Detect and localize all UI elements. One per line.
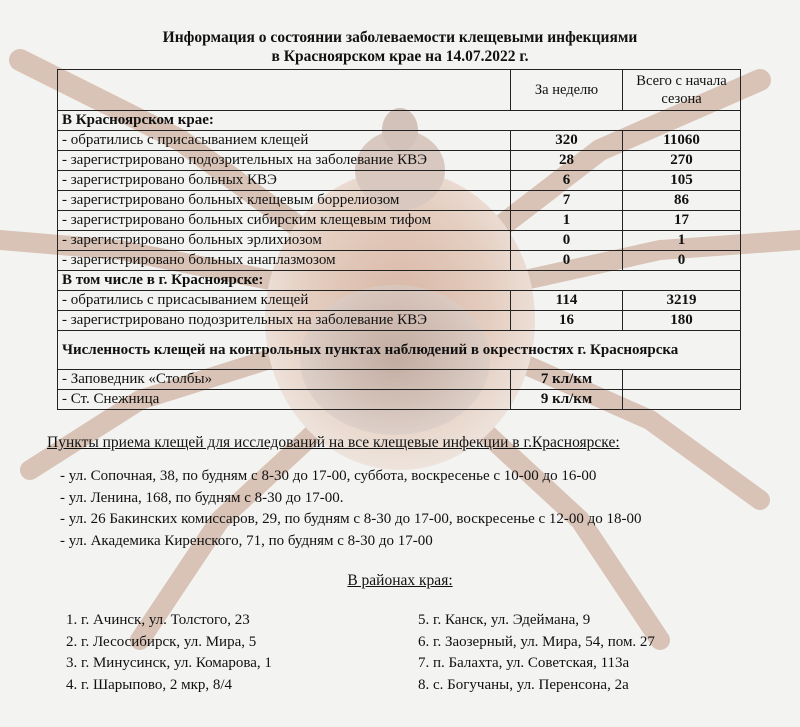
row-week-value: 9 кл/км: [511, 390, 623, 410]
list-item: 2. г. Лесосибирск, ул. Мира, 5: [66, 633, 257, 650]
table-row: [58, 211, 741, 231]
table-header-row: [58, 70, 741, 111]
section-row-region: [58, 111, 741, 131]
collection-points-list: [60, 466, 642, 552]
row-label: - зарегистрировано больных эрлихиозом: [58, 231, 511, 251]
table-row: [58, 171, 741, 191]
section-heading-city: В том числе в г. Красноярске:: [58, 271, 741, 291]
list-item: - ул. Ленина, 168, по будням с 8-30 до 17-00.: [60, 489, 344, 506]
row-season-value: 270: [623, 151, 741, 171]
row-season-value: 180: [623, 311, 741, 331]
regions-list-right: [418, 610, 655, 696]
row-label: - зарегистрировано больных анаплазмозом: [58, 251, 511, 271]
row-week-value: 0: [511, 231, 623, 251]
row-season-value: 1: [623, 231, 741, 251]
row-week-value: 6: [511, 171, 623, 191]
table-row: [58, 251, 741, 271]
row-label: - обратились с присасыванием клещей: [58, 131, 511, 151]
table-row: [58, 291, 741, 311]
list-item: 6. г. Заозерный, ул. Мира, 54, пом. 27: [418, 633, 655, 650]
row-label: - зарегистрировано подозрительных на заболевание КВЭ: [58, 151, 511, 171]
regions-heading: В районах края:: [347, 572, 453, 589]
table-row: [58, 191, 741, 211]
header-empty-cell: [58, 70, 511, 111]
row-season-value: 17: [623, 211, 741, 231]
row-label: - Заповедник «Столбы»: [58, 370, 511, 390]
row-week-value: 114: [511, 291, 623, 311]
list-item: 5. г. Канск, ул. Эдеймана, 9: [418, 612, 591, 628]
row-week-value: 7 кл/км: [511, 370, 623, 390]
table-row: [58, 390, 741, 410]
list-item: 4. г. Шарыпово, 2 мкр, 8/4: [66, 676, 233, 693]
row-season-value: [623, 390, 741, 410]
table-row: [58, 231, 741, 251]
section-row-city: [58, 271, 741, 291]
section-row-ticks: [58, 331, 741, 370]
regions-list-left: [66, 610, 272, 696]
row-season-value: 0: [623, 251, 741, 271]
list-item: 7. п. Балахта, ул. Советская, 113а: [418, 655, 630, 671]
row-label: - зарегистрировано больных клещевым боррелиозом: [58, 191, 511, 211]
row-label: - Ст. Снежница: [58, 390, 511, 410]
table-row: [58, 311, 741, 331]
row-season-value: [623, 370, 741, 390]
row-season-value: 86: [623, 191, 741, 211]
list-item: - ул. Сопочная, 38, по будням с 8-30 до 17-00, суббота, воскресенье с 10-00 до 16-00: [60, 468, 597, 484]
row-label: - обратились с присасыванием клещей: [58, 291, 511, 311]
row-label: - зарегистрировано больных КВЭ: [58, 171, 511, 191]
list-item: 3. г. Минусинск, ул. Комарова, 1: [66, 655, 272, 671]
list-item: - ул. 26 Бакинских комиссаров, 29, по будням с 8-30 до 17-00, воскресенье с 12-00 до 18-00: [60, 511, 642, 527]
row-week-value: 0: [511, 251, 623, 271]
section-heading-ticks: Численность клещей на контрольных пунктах наблюдений в окрестностях г. Красноярска: [58, 331, 741, 370]
header-season: Всего с начала сезона: [623, 70, 741, 111]
infection-statistics-table: [57, 69, 741, 410]
table-row: [58, 151, 741, 171]
table-row: [58, 370, 741, 390]
row-week-value: 28: [511, 151, 623, 171]
collection-points-heading: Пункты приема клещей для исследований на все клещевые инфекции в г.Красноярске:: [47, 434, 620, 451]
row-season-value: 3219: [623, 291, 741, 311]
row-season-value: 105: [623, 171, 741, 191]
document-title: [0, 28, 800, 66]
list-item: - ул. Академика Киренского, 71, по будням с 8-30 до 17-00: [60, 532, 433, 549]
row-week-value: 320: [511, 131, 623, 151]
title-line-2: в Красноярском крае на 14.07.2022 г.: [271, 48, 529, 65]
row-label: - зарегистрировано подозрительных на заболевание КВЭ: [58, 311, 511, 331]
header-week: За неделю: [511, 70, 623, 111]
row-week-value: 7: [511, 191, 623, 211]
section-heading-region: В Красноярском крае:: [58, 111, 741, 131]
row-season-value: 11060: [623, 131, 741, 151]
row-week-value: 16: [511, 311, 623, 331]
row-week-value: 1: [511, 211, 623, 231]
list-item: 8. с. Богучаны, ул. Перенсона, 2а: [418, 676, 629, 693]
title-line-1: Информация о состоянии заболеваемости клещевыми инфекциями: [162, 29, 638, 46]
list-item: 1. г. Ачинск, ул. Толстого, 23: [66, 612, 250, 628]
table-row: [58, 131, 741, 151]
row-label: - зарегистрировано больных сибирским клещевым тифом: [58, 211, 511, 231]
